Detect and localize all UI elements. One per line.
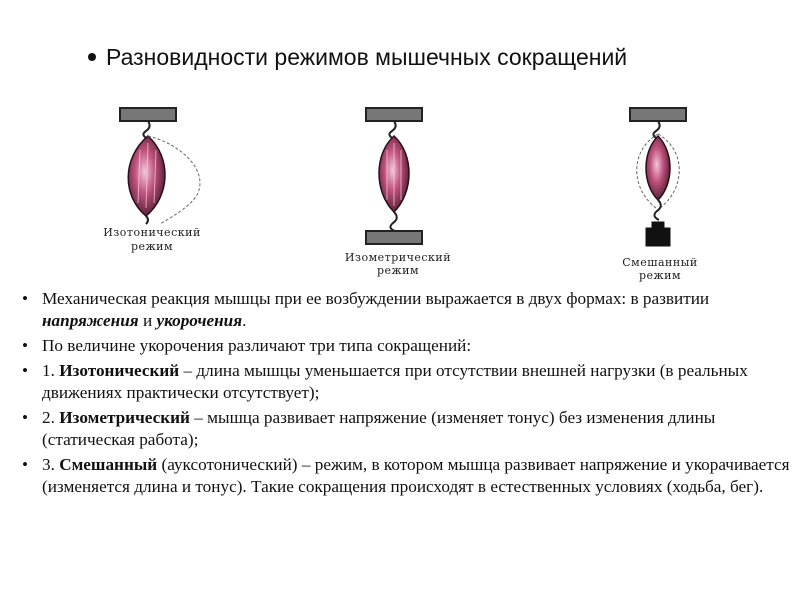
bullet-item: [20, 454, 798, 498]
bullet-text: .: [242, 311, 247, 330]
bullet-number: 2.: [42, 408, 60, 427]
isotonic-muscle-diagram: [103, 108, 201, 253]
bullet-number: 1.: [42, 361, 60, 380]
isotonic-top-bar: [120, 108, 176, 121]
isotonic-caption-1: Изотонический: [103, 226, 201, 239]
isometric-muscle-diagram: [345, 108, 451, 277]
term-isometric: Изометрический: [59, 408, 190, 427]
title-bullet-icon: [88, 53, 96, 61]
bullet-text: и: [138, 311, 157, 330]
bullet-text: – мышца развивает напряжение (изменяет тонус) без изменения длины (статическая работа);: [42, 408, 716, 449]
isotonic-caption-2: режим: [130, 240, 174, 253]
term-shortening: укорочения: [156, 311, 243, 330]
isometric-caption-2: режим: [376, 264, 420, 277]
bullet-text: – длина мышцы уменьшается при отсутствии внешней нагрузки (в реальных движениях практически отсутствует);: [42, 361, 748, 402]
mixed-bottom-hook: [654, 200, 660, 220]
bullet-item: [20, 407, 798, 451]
bullet-number: 3.: [42, 455, 60, 474]
bullet-text: (ауксотонический) – режим, в котором мышца развивает напряжение и укорачивается (изменяется длина и тонус). Такие сокращения происходят в естественных условиях (ходьба, бег).: [42, 455, 790, 496]
term-isotonic: Изотонический: [59, 361, 180, 380]
bullet-text: Механическая реакция мышцы при ее возбуждении выражается в двух формах: в развитии: [42, 289, 710, 308]
bullet-item: [20, 335, 798, 357]
slide-title: [88, 44, 788, 71]
mixed-top-bar: [630, 108, 686, 121]
bullet-list: [20, 288, 798, 501]
muscle-contraction-figure: [60, 88, 750, 288]
bullet-item: [20, 288, 798, 332]
mixed-muscle: [646, 136, 670, 200]
mixed-weight-icon: [646, 222, 670, 246]
mixed-caption-2: режим: [638, 269, 682, 282]
term-tension: напряжения: [42, 311, 139, 330]
isometric-bottom-hook: [390, 212, 396, 231]
isometric-bottom-bar: [366, 231, 422, 244]
bullet-text: По величине укорочения различают три типа сокращений:: [42, 336, 472, 355]
isometric-caption-1: Изометрический: [344, 251, 452, 264]
isometric-top-bar: [366, 108, 422, 121]
slide-title-text: Разновидности режимов мышечных сокращений: [106, 44, 628, 70]
mixed-muscle-diagram: [622, 108, 698, 282]
term-mixed: Смешанный: [59, 455, 158, 474]
bullet-item: [20, 360, 798, 404]
mixed-caption-1: Смешанный: [622, 256, 698, 269]
